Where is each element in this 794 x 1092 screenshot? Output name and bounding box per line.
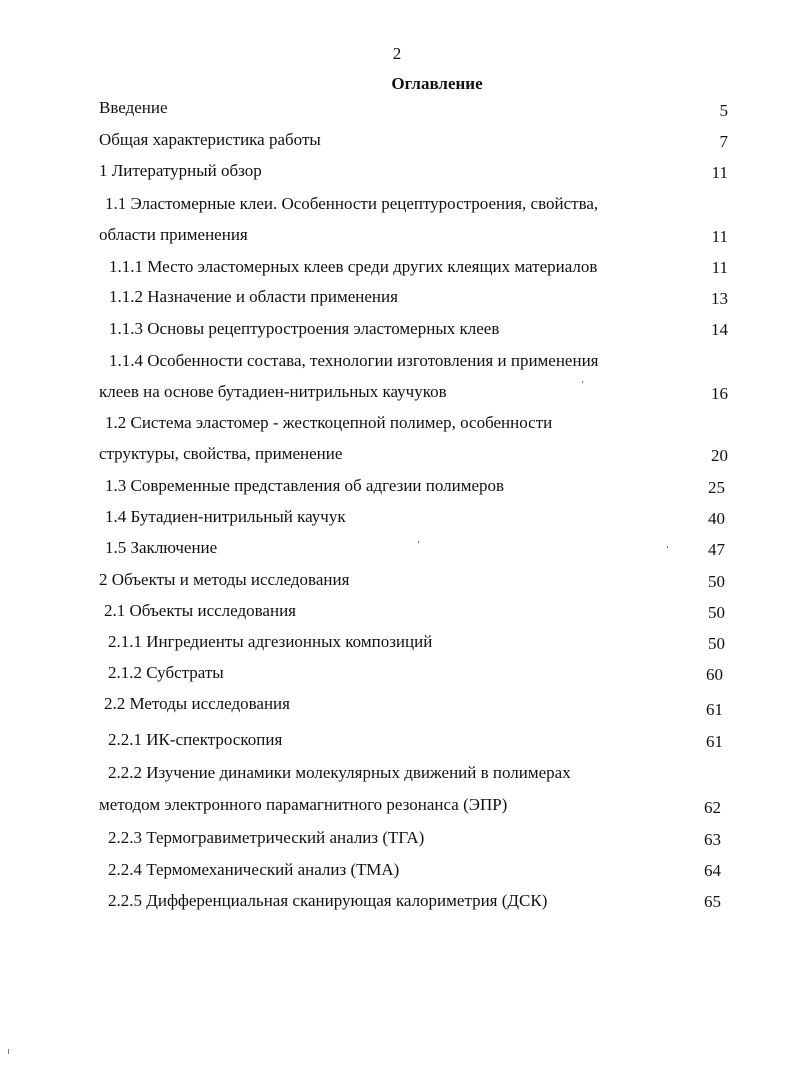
toc-entry-continuation[interactable]: клеев на основе бутадиен-нитрильных каучуков [99,382,447,401]
toc-entry-page: 40 [708,509,725,528]
toc-entry-continuation[interactable]: области применения [99,225,248,244]
toc-entry-text[interactable]: 1.5 Заключение [105,538,218,557]
page-number: 2 [392,44,402,63]
toc-entry-page: 60 [706,665,723,684]
toc-entry-text[interactable]: 1.1.4 Особенности состава, технологии изготовления и применения [109,351,599,370]
toc-entry-page: 25 [708,478,725,497]
toc-entry-text[interactable]: 1.1.1 Место эластомерных клеев среди других клеящих материалов [109,257,598,276]
toc-entry-page: 50 [708,634,725,653]
toc-entry-page: 61 [706,732,723,751]
toc-entry-text[interactable]: 2.2.3 Термогравиметрический анализ (ТГА) [108,828,425,847]
toc-entry-text[interactable]: 1.1 Эластомерные клеи. Особенности рецептуростроения, свойства, [105,194,599,213]
toc-entry-text[interactable]: 2.2.1 ИК-спектроскопия [108,730,283,749]
toc-entry-page: 11 [711,258,728,277]
toc-entry-page: 16 [711,384,728,403]
toc-entry-page: 50 [708,603,725,622]
toc-entry-continuation[interactable]: методом электронного парамагнитного резонанса (ЭПР) [99,795,508,814]
toc-entry-page: 20 [711,446,728,465]
toc-entry-text[interactable]: 1.1.2 Назначение и области применения [109,287,398,306]
toc-entry-page: 5 [719,101,728,120]
toc-entry-page: 62 [704,798,721,817]
toc-entry-page: 65 [704,892,721,911]
toc-entry-page: 14 [711,320,728,339]
toc-entry-text[interactable]: 2.2 Методы исследования [104,694,290,713]
toc-entry-page: 11 [711,163,728,182]
toc-entry-text[interactable]: 2.1.2 Субстраты [108,663,224,682]
toc-entry-text[interactable]: 2.2.5 Дифференциальная сканирующая калориметрия (ДСК) [108,891,548,910]
toc-entry-text[interactable]: 2.1 Объекты исследования [104,601,296,620]
toc-entry-text[interactable]: 2.2.4 Термомеханический анализ (ТМА) [108,860,400,879]
toc-entry-text[interactable]: 1 Литературный обзор [99,161,262,180]
toc-entry-text[interactable]: 1.4 Бутадиен-нитрильный каучук [105,507,346,526]
toc-entry-page: 63 [704,830,721,849]
toc-entry-page: 47 [708,540,725,559]
toc-entry-page: 50 [708,572,725,591]
toc-entry-text[interactable]: 2 Объекты и методы исследования [99,570,350,589]
toc-entry-continuation[interactable]: структуры, свойства, применение [99,444,343,463]
toc-entry-page: 11 [711,227,728,246]
toc-entry-text[interactable]: Общая характеристика работы [99,130,321,149]
scan-speck [8,1049,9,1054]
toc-entry-text[interactable]: 1.3 Современные представления об адгезии полимеров [105,476,505,495]
toc-entry-page: 64 [704,861,721,880]
toc-entry-text[interactable]: 1.1.3 Основы рецептуростроения эластомерных клеев [109,319,500,338]
toc-entry-page: 61 [706,700,723,719]
scan-speck [418,541,419,543]
toc-entry-text[interactable]: 2.2.2 Изучение динамики молекулярных движений в полимерах [108,763,571,782]
scan-speck [667,546,668,548]
toc-entry-text[interactable]: 2.1.1 Ингредиенты адгезионных композиций [108,632,433,651]
toc-entry-page: 13 [711,289,728,308]
scan-speck [582,381,583,383]
toc-entry-text[interactable]: Введение [99,98,168,117]
toc-entry-text[interactable]: 1.2 Система эластомер - жесткоцепной полимер, особенности [105,413,553,432]
toc-entry-page: 7 [719,132,728,151]
toc-title: Оглавление [391,74,483,93]
